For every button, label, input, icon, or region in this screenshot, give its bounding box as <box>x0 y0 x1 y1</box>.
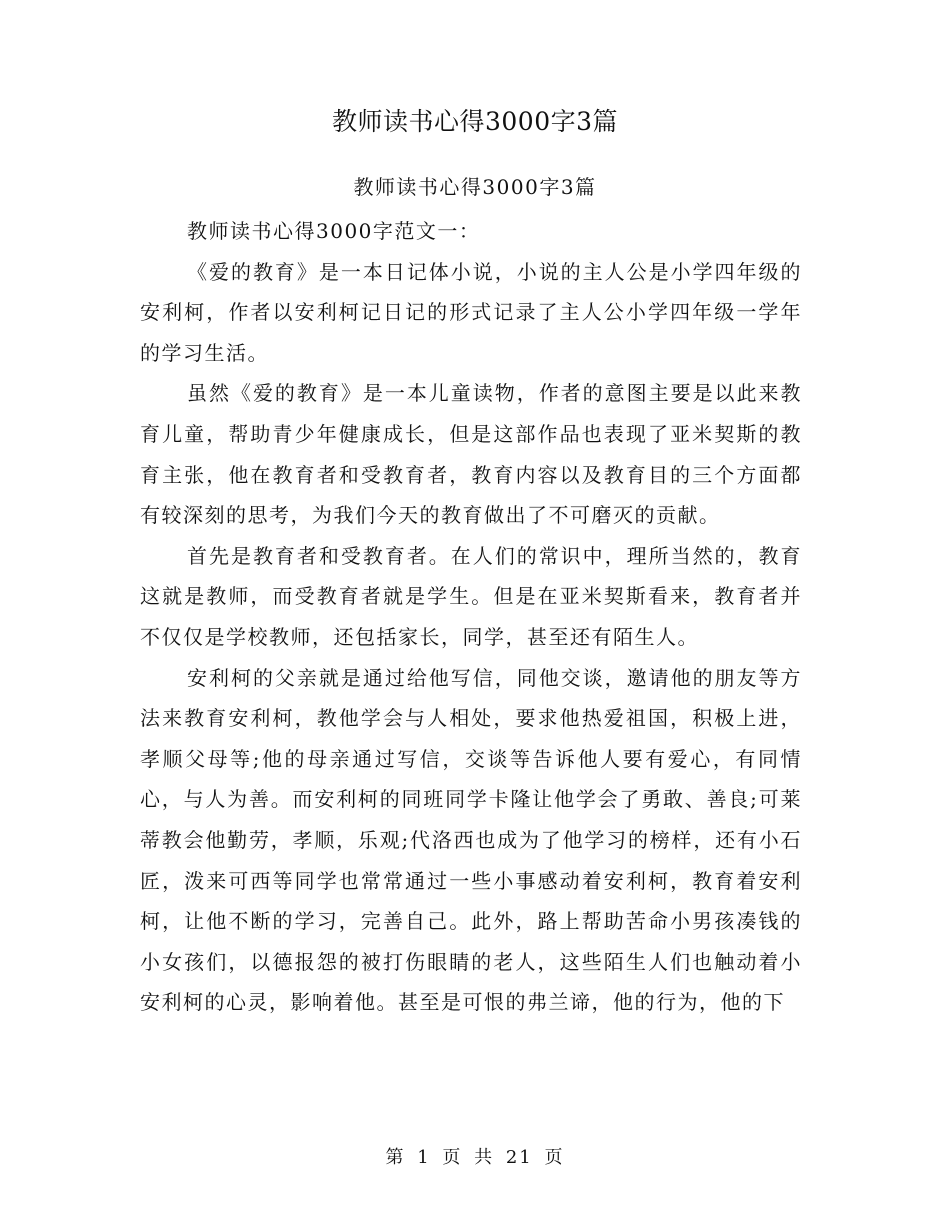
paragraph-4: 安利柯的父亲就是通过给他写信，同他交谈，邀请他的朋友等方法来教育安利柯，教他学会与人相处，要求他热爱祖国，积极上进，孝顺父母等;他的母亲通过写信，交谈等告诉他人要有爱心，有同情心，与人为善。而安利柯的同班同学卡隆让他学会了勇敢、善良;可莱蒂教会他勤劳，孝顺，乐观;代洛西也成为了他学习的榜样，还有小石匠，泼来可西等同学也常常通过一些小事感动着安利柯，教育着安利柯，让他不断的学习，完善自己。此外，路上帮助苦命小男孩凑钱的小女孩们，以德报怨的被打伤眼睛的老人，这些陌生人们也触动着小安利柯的心灵，影响着他。甚至是可恨的弗兰谛，他的行为，他的下 <box>140 665 802 1015</box>
document-body <box>140 211 802 1023</box>
document-title: 教师读书心得3000字3篇 <box>331 107 619 136</box>
document-subtitle: 教师读书心得3000字3篇 <box>353 175 597 199</box>
section-heading: 教师读书心得3000字范文一： <box>187 219 481 243</box>
page-number-footer: 第 1 页 共 21 页 <box>385 1147 565 1168</box>
paragraph-1: 《爱的教育》是一本日记体小说，小说的主人公是小学四年级的安利柯，作者以安利柯记日记的形式记录了主人公小学四年级一学年的学习生活。 <box>140 259 802 365</box>
paragraph-3: 首先是教育者和受教育者。在人们的常识中，理所当然的，教育这就是教师，而受教育者就是学生。但是在亚米契斯看来，教育者并不仅仅是学校教师，还包括家长，同学，甚至还有陌生人。 <box>140 543 802 649</box>
paragraph-2: 虽然《爱的教育》是一本儿童读物，作者的意图主要是以此来教育儿童，帮助青少年健康成长，但是这部作品也表现了亚米契斯的教育主张，他在教育者和受教育者，教育内容以及教育目的三个方面都有较深刻的思考，为我们今天的教育做出了不可磨灭的贡献。 <box>140 381 802 528</box>
